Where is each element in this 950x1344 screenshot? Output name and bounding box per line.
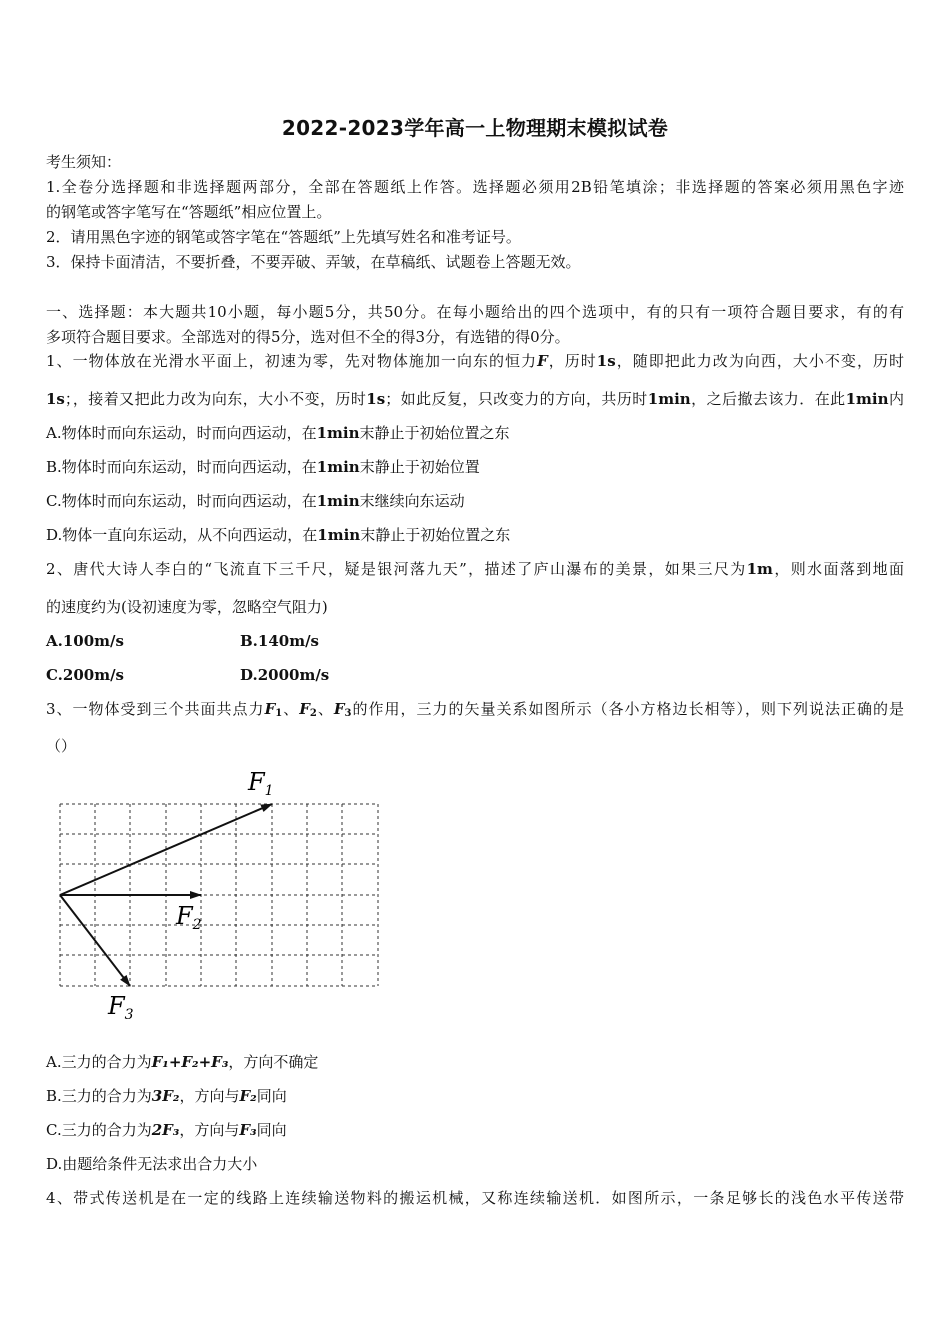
q1-option-c[interactable]: C.物体时而向东运动，时而向西运动，在1min末继续向东运动: [46, 492, 465, 510]
notice-item-3: 3．保持卡面清洁，不要折叠，不要弄破、弄皱，在草稿纸、试题卷上答题无效。: [46, 253, 581, 271]
q3-stem-line-2: （）: [46, 737, 77, 755]
q2-option-b[interactable]: B.140m/s: [240, 632, 320, 650]
notice-item-1-cont: 的钢笔或答字笔写在“答题纸”相应位置上。: [46, 203, 332, 221]
q1-option-a[interactable]: A.物体时而向东运动，时而向西运动，在1min末静止于初始位置之东: [46, 424, 510, 442]
q3-option-c[interactable]: C.三力的合力为2F₃，方向与F₃同向: [46, 1121, 287, 1139]
q2-option-a[interactable]: A.100m/s: [46, 632, 124, 650]
q2-stem-line-1: 2、唐代大诗人李白的“飞流直下三千尺，疑是银河落九天”，描述了庐山瀑布的美景，如果三尺为1m，则水面落到地面: [46, 560, 904, 578]
q2-option-d[interactable]: D.2000m/s: [240, 666, 330, 684]
notice-heading: 考生须知：: [46, 153, 122, 171]
q4-stem-line-1: 4、带式传送机是在一定的线路上连续输送物料的搬运机械，又称连续输送机．如图所示，一条足够长的浅色水平传送带: [46, 1189, 904, 1207]
section-instructions-line-1: 一、选择题：本大题共10小题，每小题5分，共50分。在每小题给出的四个选项中，有的只有一项符合题目要求，有的有: [46, 303, 904, 321]
q1-option-d[interactable]: D.物体一直向东运动，从不向西运动，在1min末静止于初始位置之东: [46, 526, 511, 544]
label-f1: $F_1$: [248, 768, 274, 799]
label-f3: $F_3$: [108, 992, 134, 1023]
q1-option-b[interactable]: B.物体时而向东运动，时而向西运动，在1min末静止于初始位置: [46, 458, 480, 476]
q3-stem-line-1: 3、一物体受到三个共面共点力$F_1$、$F_2$、$F_3$的作用，三力的矢量关系如图所示（各小方格边长相等），则下列说法正确的是: [46, 700, 904, 719]
section-instructions-line-2: 多项符合题目要求。全部选对的得5分，选对但不全的得3分，有选错的得0分。: [46, 328, 570, 346]
force-vector-figure: [46, 762, 386, 1032]
notice-item-2: 2．请用黑色字迹的钢笔或答字笔在“答题纸”上先填写姓名和准考证号。: [46, 228, 521, 246]
q1-stem-line-2: 1s；，接着又把此力改为向东，大小不变，历时1s；如此反复，只改变力的方向，共历时1min，之后撤去该力．在此1min内: [46, 390, 904, 408]
q2-option-c[interactable]: C.200m/s: [46, 666, 125, 684]
q1-stem-line-1: 1、一物体放在光滑水平面上，初速为零，先对物体施加一向东的恒力F，历时1s，随即把此力改为向西，大小不变，历时: [46, 352, 904, 370]
label-f2: $F_2$: [176, 902, 202, 933]
q3-option-d[interactable]: D.由题给条件无法求出合力大小: [46, 1155, 258, 1173]
q3-option-a[interactable]: A.三力的合力为F₁+F₂+F₃，方向不确定: [46, 1053, 319, 1071]
page-title: 2022-2023学年高一上物理期末模拟试卷: [281, 116, 669, 140]
q3-option-b[interactable]: B.三力的合力为3F₂，方向与F₂同向: [46, 1087, 287, 1105]
q2-stem-line-2: 的速度约为(设初速度为零，忽略空气阻力): [46, 598, 328, 616]
notice-item-1: 1.全卷分选择题和非选择题两部分，全部在答题纸上作答。选择题必须用2B铅笔填涂；非选择题的答案必须用黑色字迹: [46, 178, 904, 196]
